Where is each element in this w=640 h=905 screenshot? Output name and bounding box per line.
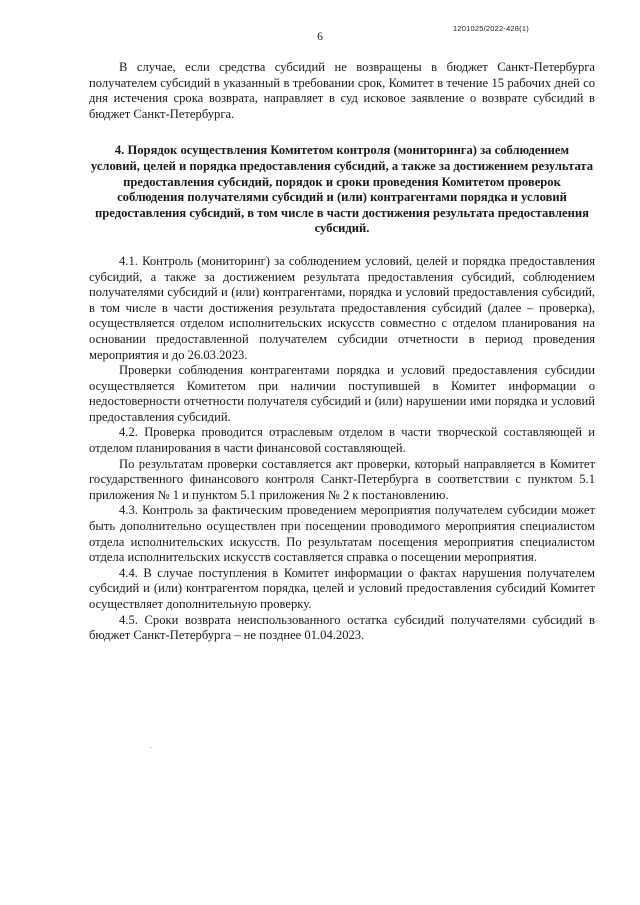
paragraph-contractor-checks: Проверки соблюдения контрагентами порядка и условий предоставления субсидии осуществляется Комитетом при наличии поступившей в Комитет информации о недостоверности отчетности получателя субсидий и (или) нарушении ими порядка и условий предоставления субсидий. — [89, 363, 595, 424]
paragraph-4-3: 4.3. Контроль за фактическим проведением мероприятия получателем субсидии может быть дополнительно осуществлен при посещении проводимого мероприятия специалистом отдела исполнительских искусств. По результатам посещения мероприятия специалистом отдела исполнительских искусств составляется справка о посещении мероприятия. — [89, 503, 595, 565]
paragraph-4-1: 4.1. Контроль (мониторинг) за соблюдением условий, целей и порядка предоставления субсидий, а также за достижением результата предоставления субсидий, соблюдением получателями субсидий и (или) контрагентами, порядка и условий предоставления субсидий, в том числе в части достижения результата предоставления субсидий (далее – проверка), осуществляется отделом исполнительских искусств совместно с отделом планирования на основании предоставленной получателем субсидии отчетности в период проведения мероприятия и до 26.03.2023. — [89, 253, 595, 362]
paragraph-inspection-act: По результатам проверки составляется акт проверки, который направляется в Комитет государственного финансового контроля Санкт-Петербурга в соответствии с пунктом 5.1 приложения № 1 и пунктом 5.1 приложения № 2 к постановлению. — [89, 456, 595, 502]
section-heading: 4. Порядок осуществления Комитетом контроля (мониторинга) за соблюдением условий, целей и порядка предоставления субсидий, а также за достижением результата предоставления субсидий, порядок и сроки проведения Комитетом проверок соблюдения получателями субсидий и (или) контрагентами порядка и условий предоставления субсидий, в том числе в части достижения результата предоставления субсидий. — [90, 143, 594, 236]
paragraph-4-5: 4.5. Сроки возврата неиспользованного остатка субсидий получателями субсидий в бюджет Санкт-Петербурга – не позднее 01.04.2023. — [89, 612, 595, 643]
scan-speck — [150, 747, 151, 748]
page-number: 6 — [317, 31, 323, 43]
document-body — [89, 60, 595, 644]
document-number: 1201025/2022-428(1) — [453, 24, 529, 33]
paragraph-4-2: 4.2. Проверка проводится отраслевым отделом в части творческой составляющей и отделом планирования в части финансовой составляющей. — [89, 425, 595, 456]
paragraph-intro: В случае, если средства субсидий не возвращены в бюджет Санкт-Петербурга получателем субсидий в указанный в требовании срок, Комитет в течение 15 рабочих дней со дня истечения срока возврата, направляет в суд исковое заявление о возврате субсидий в бюджет Санкт-Петербурга. — [89, 60, 595, 121]
paragraph-4-4: 4.4. В случае поступления в Комитет информации о фактах нарушения получателем субсидий и (или) контрагентом порядка, целей и условий предоставления субсидий Комитет осуществляет дополнительную проверку. — [89, 565, 595, 611]
